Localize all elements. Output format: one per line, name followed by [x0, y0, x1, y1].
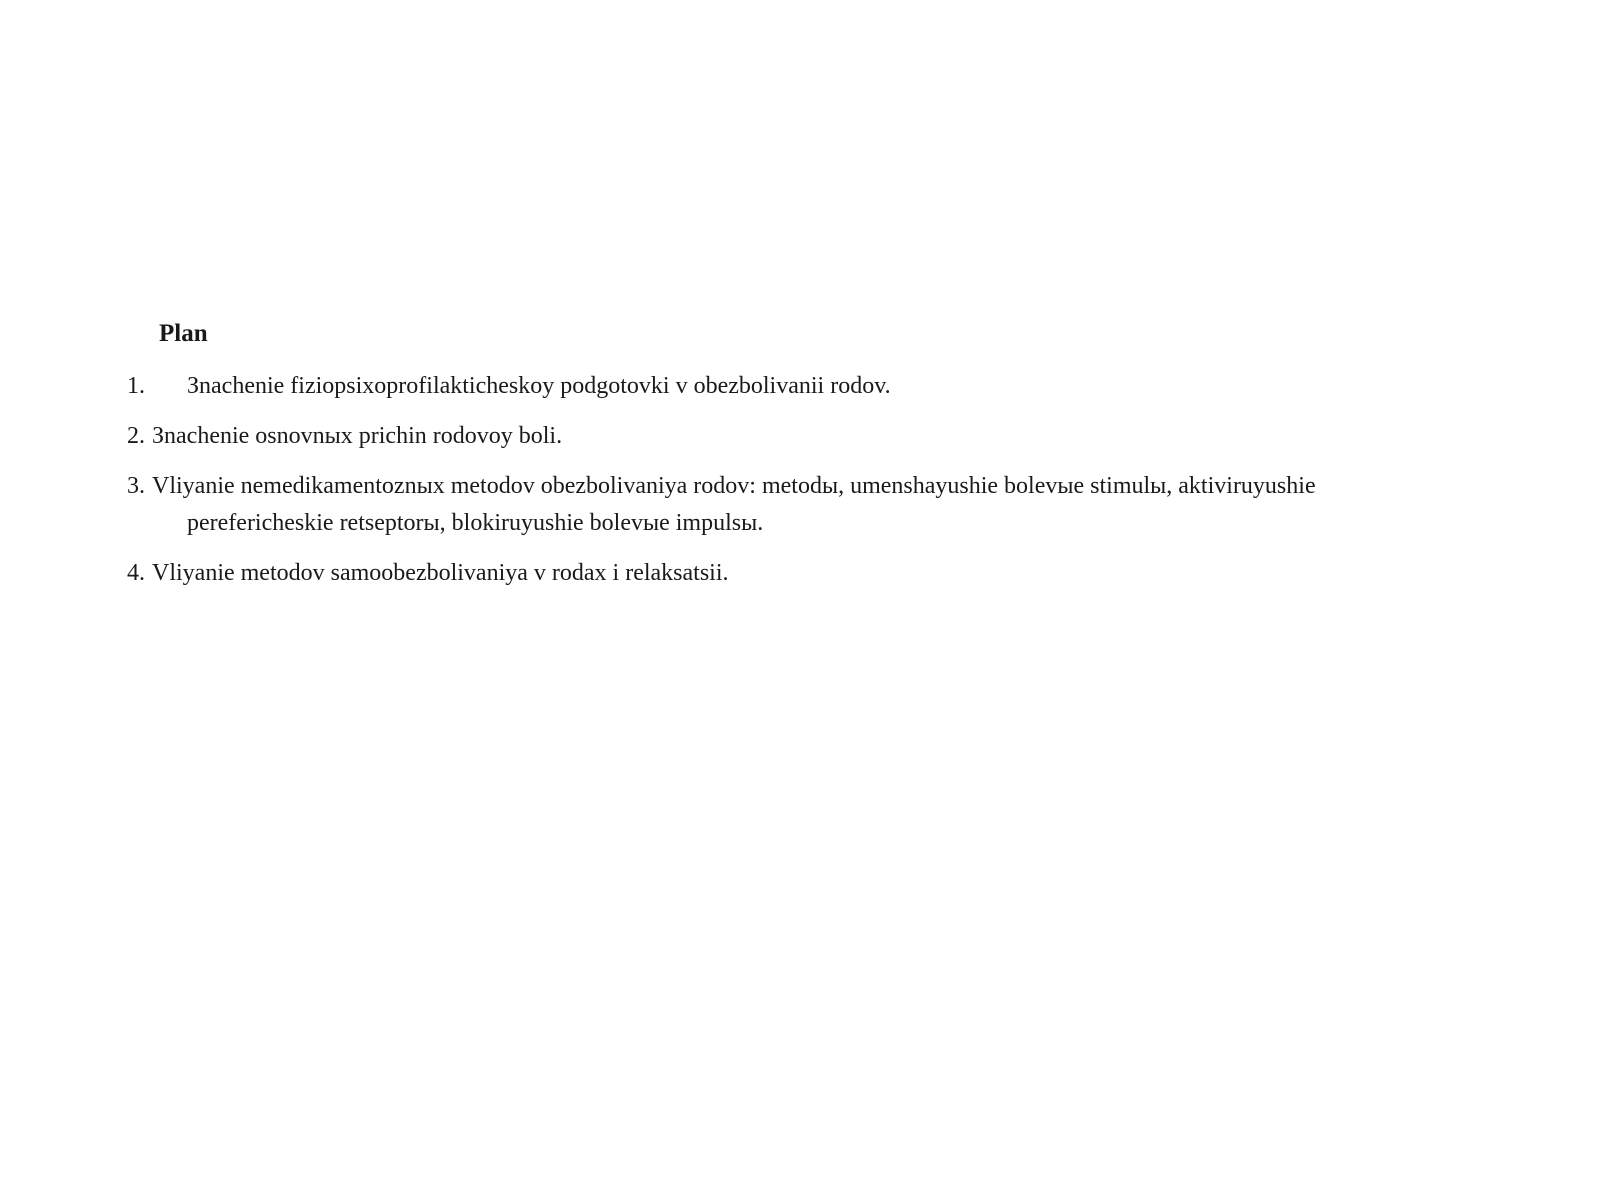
- plan-item-3: [127, 468, 1467, 542]
- plan-item-number: 1.: [127, 373, 145, 399]
- plan-item-1: [127, 368, 1467, 405]
- plan-item-text: Vliyanie nemedikamentoznых metodov obezbolivaniya rodov: metodы, umenshayushie bolevыe stimulы, aktiviruyushie pereferіcheskie retseptorы, blokiruyushie bolevыe impulsы.: [152, 473, 1316, 536]
- plan-item-2: [127, 418, 1467, 455]
- plan-item-4: [127, 555, 1467, 592]
- plan-item-number: 4.: [127, 560, 145, 586]
- plan-item-number: 2.: [127, 423, 145, 449]
- plan-item-number: 3.: [127, 473, 145, 499]
- plan-heading: Plan: [159, 320, 208, 347]
- plan-item-text: Зnachenie osnovnых prichin rodovoy boli.: [152, 423, 563, 449]
- plan-item-text: Зnachenie fiziopsixoprofilakticheskoy podgotovki v obezbolivanii rodov.: [187, 373, 891, 399]
- plan-section: [127, 318, 1467, 605]
- plan-item-text: Vliyanie metodov samoobezbolivaniya v rodax i relaksatsii.: [152, 560, 729, 586]
